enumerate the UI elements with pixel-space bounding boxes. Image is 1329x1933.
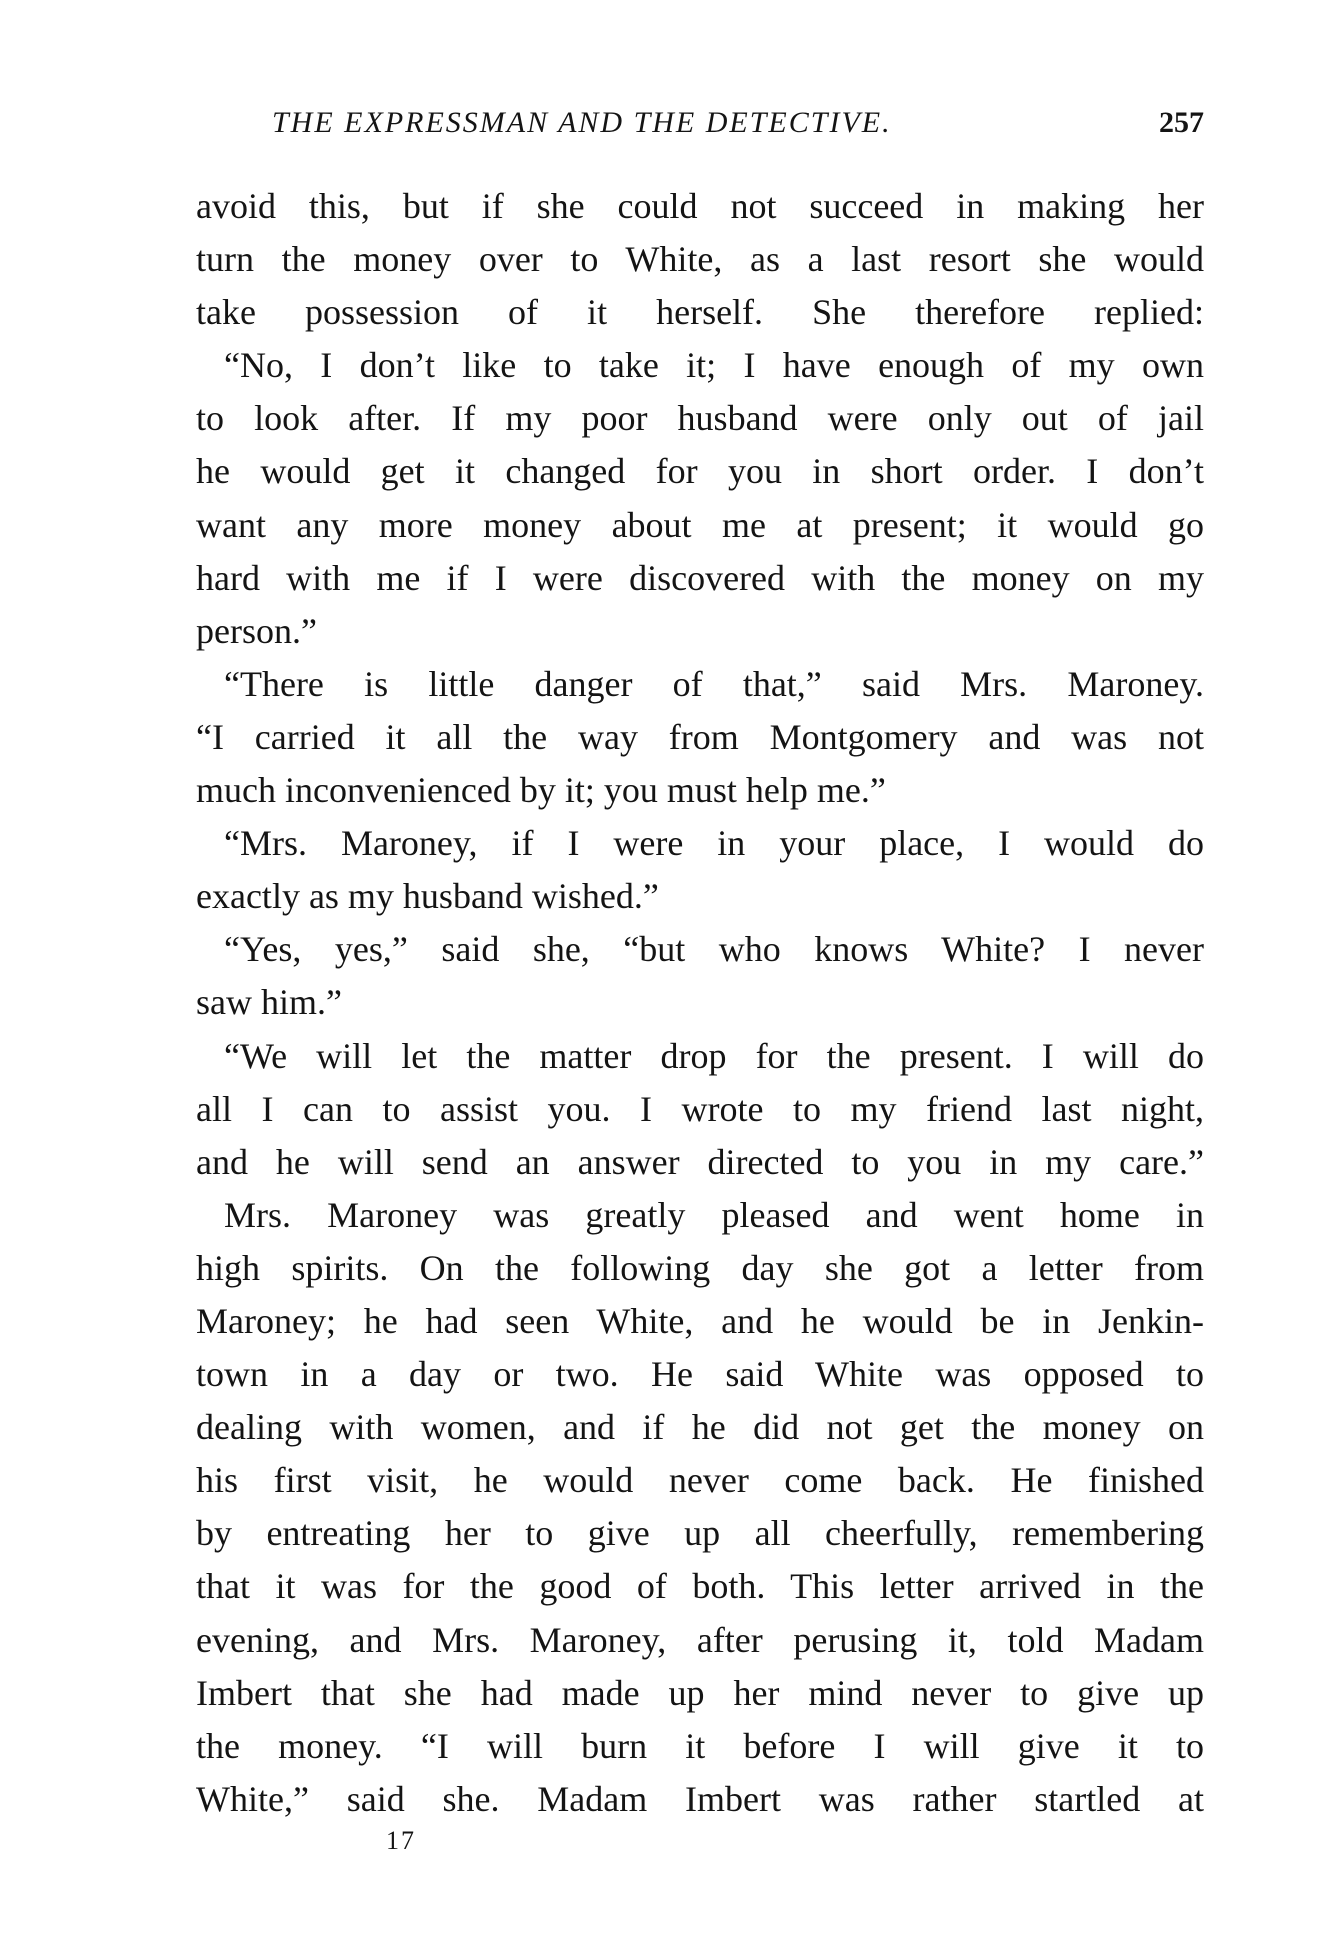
text-line: “Mrs. Maroney, if I were in your place, I would do xyxy=(224,823,1204,864)
text-line: much inconvenienced by it; you must help me.” xyxy=(196,770,886,811)
text-line: to look after. If my poor husband were only out of jail xyxy=(196,398,1204,439)
text-line: that it was for the good of both. This letter arrived in the xyxy=(196,1566,1204,1607)
text-line: “There is little danger of that,” said Mrs. Maroney. xyxy=(224,663,1204,704)
text-line: all I can to assist you. I wrote to my friend last night, xyxy=(196,1088,1204,1129)
signature-mark: 17 xyxy=(386,1826,416,1855)
text-line: Mrs. Maroney was greatly pleased and went home in xyxy=(224,1194,1204,1235)
text-line: “No, I don’t like to take it; I have enough of my own xyxy=(224,345,1204,386)
text-line: he would get it changed for you in short order. I don’t xyxy=(196,451,1204,492)
running-head xyxy=(272,106,1204,146)
text-line: high spirits. On the following day she got a letter from xyxy=(196,1247,1204,1288)
text-line: dealing with women, and if he did not get the money on xyxy=(196,1407,1204,1448)
text-line: his first visit, he would never come back. He finished xyxy=(196,1460,1204,1501)
text-line: and he will send an answer directed to you in my care.” xyxy=(196,1141,1204,1182)
text-line: “We will let the matter drop for the present. I will do xyxy=(224,1035,1204,1076)
text-line: town in a day or two. He said White was opposed to xyxy=(196,1354,1204,1395)
text-line: “I carried it all the way from Montgomery and was not xyxy=(196,716,1204,757)
text-line: want any more money about me at present; it would go xyxy=(196,504,1204,545)
text-line: White,” said she. Madam Imbert was rather startled at xyxy=(196,1778,1204,1819)
text-line: the money. “I will burn it before I will give it to xyxy=(196,1725,1204,1766)
text-line: take possession of it herself. She therefore replied: xyxy=(196,292,1204,333)
text-line: exactly as my husband wished.” xyxy=(196,876,659,917)
text-line: “Yes, yes,” said she, “but who knows White? I never xyxy=(224,929,1204,970)
text-line: Imbert that she had made up her mind never to give up xyxy=(196,1672,1204,1713)
text-line: avoid this, but if she could not succeed in making her xyxy=(196,186,1204,226)
running-head-title: THE EXPRESSMAN AND THE DETECTIVE. xyxy=(272,106,892,139)
text-line: person.” xyxy=(196,610,317,651)
text-line: turn the money over to White, as a last resort she would xyxy=(196,239,1204,280)
text-line: hard with me if I were discovered with the money on my xyxy=(196,557,1204,598)
text-line: by entreating her to give up all cheerfully, remembering xyxy=(196,1513,1204,1554)
text-line: Maroney; he had seen White, and he would be in Jenkin- xyxy=(196,1300,1204,1341)
text-line: saw him.” xyxy=(196,982,342,1023)
page-number: 257 xyxy=(1159,106,1204,139)
text-line: evening, and Mrs. Maroney, after perusing it, told Madam xyxy=(196,1619,1204,1660)
body-text xyxy=(196,180,1204,1826)
